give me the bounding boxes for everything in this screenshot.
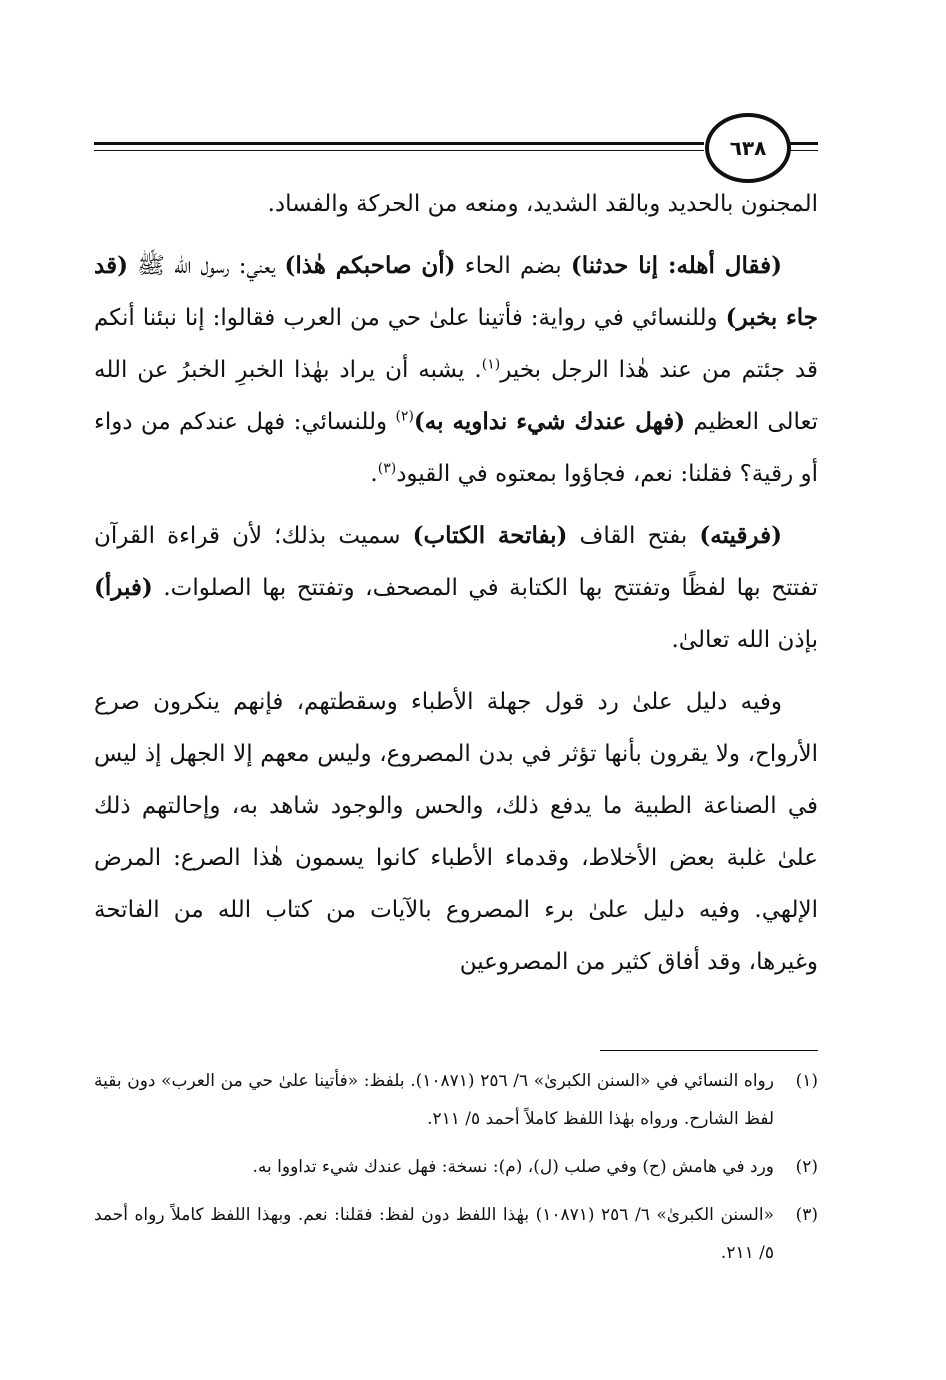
page-number: ٦٣٨	[705, 113, 791, 183]
main-text	[94, 178, 818, 988]
quote-text: (أن صاحبكم هٰذا)	[284, 252, 456, 279]
paragraph-continuation	[94, 178, 818, 230]
paragraph-hadith-explanation	[94, 240, 818, 500]
quote-text: (بفاتحة الكتاب)	[412, 522, 568, 549]
paragraph-ruqya	[94, 510, 818, 666]
quote-text: (فرقيته)	[699, 522, 782, 549]
paragraph-evidence	[94, 676, 818, 988]
commentary-text: وللنسائي: فهل عندكم من دواء أو رقية؟ فقلنا: نعم، فجاؤوا بمعتوه في القيود	[94, 409, 818, 487]
header-rule-right-thick	[790, 142, 818, 145]
footnote-separator	[600, 1050, 818, 1051]
footnote-number: (٣)	[795, 1205, 818, 1225]
quote-text: (فهل عندك شيء نداويه به)	[413, 408, 686, 435]
footnote-1	[94, 1062, 818, 1138]
footnote-ref-3[interactable]: (٣)	[377, 460, 397, 477]
footnote-text: رواه النسائي في «السنن الكبرىٰ» ٦/ ٢٥٦ (١٠٨٧١). بلفظ: «فأتينا علىٰ حي من العرب» دون بقية لفظ الشارح. ورواه بهٰذا اللفظ كاملاً أحمد ٥/ ٢١١.	[94, 1071, 774, 1129]
commentary-text: سميت بذلك؛ لأن قراءة القرآن تفتتح بها لفظًا وتفتتح بها الكتابة في المصحف، وتفتتح بها الصلوات.	[94, 523, 818, 601]
continuation-text: المجنون بالحديد وبالقد الشديد، ومنعه من الحركة والفساد.	[267, 191, 818, 217]
footnote-number: (٢)	[795, 1157, 818, 1177]
footnote-2	[94, 1148, 818, 1186]
footnote-text: «السنن الكبرىٰ» ٦/ ٢٥٦ (١٠٨٧١) بهٰذا اللفظ دون لفظ: فقلنا: نعم. وبهذا اللفظ كاملاً رواه أحمد ٥/ ٢١١.	[94, 1205, 774, 1263]
commentary-text: بفتح القاف	[567, 523, 700, 549]
quote-text: (قد جاء بخبر)	[94, 252, 818, 331]
footnote-3	[94, 1196, 818, 1272]
footnotes	[94, 1062, 818, 1282]
footnote-ref-2[interactable]: (٢)	[395, 408, 414, 425]
commentary-text: . يشبه أن يراد بهٰذا الخبرِ الخبرُ عن الله تعالى العظيم	[94, 357, 818, 435]
quote-text: (فقال أهله: إنا حدثنا)	[570, 252, 783, 279]
commentary-text: بضم الحاء	[455, 253, 571, 279]
quote-text: (فبرأ)	[94, 574, 153, 601]
commentary-text: .	[370, 461, 378, 487]
footnote-number: (١)	[795, 1071, 818, 1091]
commentary-text: وللنسائي في رواية: فأتينا علىٰ حي من العرب فقالوا: إنا نبئنا أنكم قد جئتم من عند هٰذا الرجل بخير	[94, 305, 818, 383]
commentary-text: بإذن الله تعالىٰ.	[671, 627, 818, 653]
footnote-text: ورد في هامش (ح) وفي صلب (ل)، (م): نسخة: فهل عندك شيء تداووا به.	[252, 1157, 774, 1177]
header-rule-thick	[94, 142, 704, 145]
footnote-ref-1[interactable]: (١)	[481, 356, 501, 373]
commentary-text: وفيه دليل علىٰ رد قول جهلة الأطباء وسقطتهم، فإنهم ينكرون صرع الأرواح، ولا يقرون بأنها تؤثر في بدن المصروع، وليس معهم إلا الجهل إذ ليس في الصناعة الطبية ما يدفع ذلك، والحس والوجود شاهد به، وإحالتهم ذلك علىٰ غلبة بعض الأخلاط، وقدماء الأطباء كانوا يسمون هٰذا الصرع: المرض الإلهي. وفيه دليل علىٰ برء المصروع بالآيات من كتاب الله من الفاتحة وغيرها، وقد أفاق كثير من المصروعين	[94, 689, 818, 975]
header-rule-thin	[94, 150, 704, 151]
header-rule-right-thin	[790, 150, 818, 151]
commentary-text: يعني: رسول الله ﷺ	[127, 253, 285, 279]
